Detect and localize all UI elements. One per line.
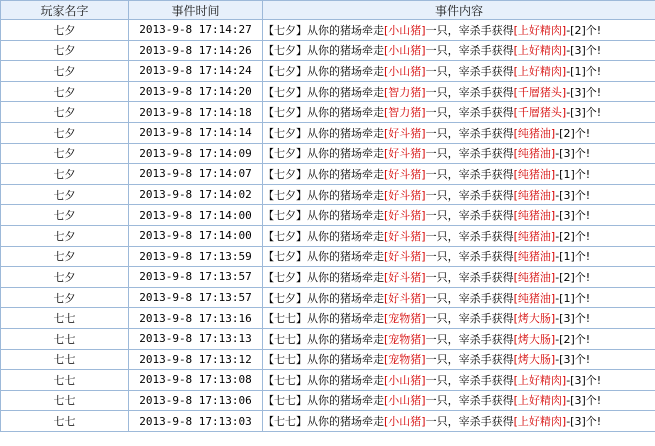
event-content-cell [263, 225, 655, 246]
pig-type: [好斗猪] [384, 188, 426, 202]
event-player-name: 七七 [274, 332, 296, 346]
event-player-name: 七夕 [274, 147, 296, 161]
event-player-name: 七七 [274, 415, 296, 429]
player-name-cell: 七夕 [1, 40, 129, 61]
name-bracket-close: 】 [296, 64, 307, 78]
event-content-cell [263, 20, 655, 41]
event-content-cell [263, 164, 655, 185]
reward-count: -[3]个! [566, 415, 602, 429]
event-time-cell: 2013-9-8 17:14:26 [129, 40, 263, 61]
name-bracket-open: 【 [263, 23, 274, 37]
event-content-cell [263, 246, 655, 267]
name-bracket-open: 【 [263, 415, 274, 429]
table-body [1, 20, 655, 432]
table-row [1, 308, 655, 329]
name-bracket-open: 【 [263, 106, 274, 120]
event-time-cell: 2013-9-8 17:13:57 [129, 287, 263, 308]
event-text: 从你的猪场牵走 [307, 415, 384, 429]
event-text: 从你的猪场牵走 [307, 126, 384, 140]
event-text: 一只，宰杀手获得 [425, 373, 514, 387]
pig-type: [宠物猪] [384, 353, 426, 367]
pig-type: [好斗猪] [384, 147, 426, 161]
event-text: 一只，宰杀手获得 [425, 147, 514, 161]
event-player-name: 七夕 [274, 64, 296, 78]
player-name-cell: 七七 [1, 411, 129, 432]
event-content-cell [263, 287, 655, 308]
reward-item: [纯猪油] [513, 291, 556, 305]
pig-type: [小山猪] [384, 394, 426, 408]
reward-count: -[3]个! [566, 44, 602, 58]
name-bracket-close: 】 [296, 167, 307, 181]
table-row [1, 390, 655, 411]
event-text: 一只，宰杀手获得 [425, 353, 514, 367]
event-player-name: 七夕 [274, 229, 296, 243]
table-row [1, 143, 655, 164]
event-player-name: 七夕 [274, 188, 296, 202]
event-text: 一只，宰杀手获得 [425, 312, 514, 326]
reward-item: [烤大肠] [513, 353, 556, 367]
event-content-cell [263, 40, 655, 61]
event-time-cell: 2013-9-8 17:14:27 [129, 20, 263, 41]
name-bracket-open: 【 [263, 291, 274, 305]
pig-type: [智力猪] [384, 106, 426, 120]
event-text: 从你的猪场牵走 [307, 188, 384, 202]
name-bracket-open: 【 [263, 229, 274, 243]
name-bracket-open: 【 [263, 332, 274, 346]
reward-count: -[3]个! [555, 188, 591, 202]
table-row [1, 122, 655, 143]
reward-count: -[3]个! [566, 373, 602, 387]
event-time-cell: 2013-9-8 17:14:24 [129, 61, 263, 82]
event-time-cell: 2013-9-8 17:13:08 [129, 370, 263, 391]
event-time-cell: 2013-9-8 17:14:00 [129, 225, 263, 246]
pig-type: [智力猪] [384, 85, 426, 99]
event-player-name: 七夕 [274, 106, 296, 120]
pig-type: [宠物猪] [384, 312, 426, 326]
name-bracket-open: 【 [263, 209, 274, 223]
reward-item: [烤大肠] [513, 332, 556, 346]
player-name-cell: 七夕 [1, 184, 129, 205]
event-text: 从你的猪场牵走 [307, 250, 384, 264]
event-time-cell: 2013-9-8 17:14:00 [129, 205, 263, 226]
event-text: 一只，宰杀手获得 [425, 270, 514, 284]
reward-item: [上好精肉] [513, 64, 567, 78]
event-time-cell: 2013-9-8 17:13:59 [129, 246, 263, 267]
event-text: 一只，宰杀手获得 [425, 126, 514, 140]
event-player-name: 七夕 [274, 270, 296, 284]
event-content-cell [263, 61, 655, 82]
event-content-cell [263, 308, 655, 329]
reward-item: [上好精肉] [513, 394, 567, 408]
event-text: 一只，宰杀手获得 [425, 209, 514, 223]
pig-type: [好斗猪] [384, 167, 426, 181]
table-row [1, 370, 655, 391]
event-content-cell [263, 102, 655, 123]
name-bracket-close: 】 [296, 188, 307, 202]
event-time-cell: 2013-9-8 17:13:12 [129, 349, 263, 370]
reward-count: -[2]个! [566, 23, 602, 37]
event-text: 一只，宰杀手获得 [425, 394, 514, 408]
player-name-cell: 七七 [1, 308, 129, 329]
event-content-cell [263, 349, 655, 370]
table-row [1, 246, 655, 267]
event-time-cell: 2013-9-8 17:14:18 [129, 102, 263, 123]
player-name-cell: 七七 [1, 328, 129, 349]
name-bracket-close: 】 [296, 332, 307, 346]
event-player-name: 七七 [274, 373, 296, 387]
event-text: 从你的猪场牵走 [307, 270, 384, 284]
table-row [1, 205, 655, 226]
event-text: 一只，宰杀手获得 [425, 167, 514, 181]
table-header [1, 1, 655, 20]
event-text: 从你的猪场牵走 [307, 373, 384, 387]
reward-count: -[3]个! [566, 106, 602, 120]
event-content-cell [263, 328, 655, 349]
table-row [1, 81, 655, 102]
event-time-cell: 2013-9-8 17:14:02 [129, 184, 263, 205]
reward-item: [上好精肉] [513, 373, 567, 387]
event-text: 从你的猪场牵走 [307, 353, 384, 367]
event-text: 从你的猪场牵走 [307, 44, 384, 58]
reward-count: -[1]个! [566, 64, 602, 78]
name-bracket-open: 【 [263, 270, 274, 284]
event-text: 一只，宰杀手获得 [425, 188, 514, 202]
event-text: 一只，宰杀手获得 [425, 415, 514, 429]
player-name-cell: 七夕 [1, 122, 129, 143]
reward-item: [烤大肠] [513, 312, 556, 326]
event-text: 从你的猪场牵走 [307, 167, 384, 181]
name-bracket-close: 】 [296, 44, 307, 58]
name-bracket-close: 】 [296, 85, 307, 99]
reward-count: -[3]个! [566, 394, 602, 408]
event-player-name: 七夕 [274, 291, 296, 305]
event-time-cell: 2013-9-8 17:14:07 [129, 164, 263, 185]
event-player-name: 七夕 [274, 250, 296, 264]
event-player-name: 七夕 [274, 44, 296, 58]
player-name-cell: 七夕 [1, 164, 129, 185]
event-text: 一只，宰杀手获得 [425, 106, 514, 120]
name-bracket-close: 】 [296, 353, 307, 367]
reward-count: -[3]个! [566, 85, 602, 99]
event-content-cell [263, 370, 655, 391]
table-row [1, 287, 655, 308]
event-text: 从你的猪场牵走 [307, 106, 384, 120]
name-bracket-close: 】 [296, 291, 307, 305]
reward-item: [纯猪油] [513, 270, 556, 284]
table-row [1, 61, 655, 82]
name-bracket-open: 【 [263, 353, 274, 367]
event-player-name: 七七 [274, 353, 296, 367]
event-text: 从你的猪场牵走 [307, 85, 384, 99]
name-bracket-open: 【 [263, 64, 274, 78]
event-time-cell: 2013-9-8 17:14:20 [129, 81, 263, 102]
player-name-cell: 七夕 [1, 102, 129, 123]
reward-item: [上好精肉] [513, 44, 567, 58]
reward-count: -[2]个! [555, 229, 591, 243]
event-player-name: 七夕 [274, 23, 296, 37]
reward-count: -[2]个! [555, 126, 591, 140]
event-text: 一只，宰杀手获得 [425, 250, 514, 264]
event-text: 从你的猪场牵走 [307, 23, 384, 37]
reward-item: [纯猪油] [513, 126, 556, 140]
table-row [1, 102, 655, 123]
reward-item: [千層猪头] [513, 106, 567, 120]
event-text: 从你的猪场牵走 [307, 394, 384, 408]
event-content-cell [263, 411, 655, 432]
table-row [1, 164, 655, 185]
player-name-cell: 七夕 [1, 81, 129, 102]
player-name-cell: 七夕 [1, 287, 129, 308]
player-name-cell: 七夕 [1, 61, 129, 82]
reward-item: [纯猪油] [513, 229, 556, 243]
name-bracket-close: 】 [296, 229, 307, 243]
player-name-cell: 七夕 [1, 205, 129, 226]
name-bracket-close: 】 [296, 209, 307, 223]
event-player-name: 七夕 [274, 167, 296, 181]
name-bracket-open: 【 [263, 147, 274, 161]
pig-type: [好斗猪] [384, 229, 426, 243]
pig-type: [好斗猪] [384, 250, 426, 264]
table-row [1, 225, 655, 246]
reward-count: -[1]个! [555, 291, 591, 305]
name-bracket-open: 【 [263, 250, 274, 264]
event-text: 一只，宰杀手获得 [425, 291, 514, 305]
reward-item: [纯猪油] [513, 167, 556, 181]
reward-count: -[3]个! [555, 147, 591, 161]
player-name-cell: 七七 [1, 349, 129, 370]
name-bracket-close: 】 [296, 250, 307, 264]
name-bracket-open: 【 [263, 312, 274, 326]
event-player-name: 七七 [274, 394, 296, 408]
reward-count: -[2]个! [555, 270, 591, 284]
event-text: 一只，宰杀手获得 [425, 332, 514, 346]
column-header-player: 玩家名字 [1, 1, 129, 20]
pig-type: [好斗猪] [384, 270, 426, 284]
reward-item: [纯猪油] [513, 250, 556, 264]
name-bracket-close: 】 [296, 394, 307, 408]
reward-item: [千層猪头] [513, 85, 567, 99]
player-name-cell: 七夕 [1, 20, 129, 41]
reward-item: [上好精肉] [513, 23, 567, 37]
reward-count: -[3]个! [555, 353, 591, 367]
name-bracket-close: 】 [296, 147, 307, 161]
table-row [1, 20, 655, 41]
pig-type: [小山猪] [384, 44, 426, 58]
event-player-name: 七七 [274, 312, 296, 326]
pig-type: [宠物猪] [384, 332, 426, 346]
table-row [1, 411, 655, 432]
event-text: 一只，宰杀手获得 [425, 64, 514, 78]
name-bracket-close: 】 [296, 270, 307, 284]
event-content-cell [263, 267, 655, 288]
event-text: 从你的猪场牵走 [307, 64, 384, 78]
name-bracket-open: 【 [263, 167, 274, 181]
reward-item: [纯猪油] [513, 147, 556, 161]
reward-count: -[3]个! [555, 209, 591, 223]
name-bracket-close: 】 [296, 126, 307, 140]
reward-item: [上好精肉] [513, 415, 567, 429]
event-player-name: 七夕 [274, 85, 296, 99]
reward-count: -[3]个! [555, 312, 591, 326]
event-text: 一只，宰杀手获得 [425, 23, 514, 37]
column-header-time: 事件时间 [129, 1, 263, 20]
event-time-cell: 2013-9-8 17:13:03 [129, 411, 263, 432]
event-text: 一只，宰杀手获得 [425, 229, 514, 243]
player-name-cell: 七夕 [1, 267, 129, 288]
event-text: 一只，宰杀手获得 [425, 44, 514, 58]
name-bracket-open: 【 [263, 126, 274, 140]
pig-type: [好斗猪] [384, 291, 426, 305]
reward-count: -[1]个! [555, 167, 591, 181]
event-text: 从你的猪场牵走 [307, 147, 384, 161]
name-bracket-open: 【 [263, 85, 274, 99]
player-name-cell: 七七 [1, 370, 129, 391]
pig-type: [小山猪] [384, 23, 426, 37]
reward-item: [纯猪油] [513, 188, 556, 202]
event-content-cell [263, 390, 655, 411]
event-text: 从你的猪场牵走 [307, 229, 384, 243]
table-row [1, 40, 655, 61]
reward-count: -[1]个! [555, 250, 591, 264]
pig-type: [小山猪] [384, 373, 426, 387]
reward-count: -[2]个! [555, 332, 591, 346]
name-bracket-open: 【 [263, 373, 274, 387]
pig-type: [好斗猪] [384, 126, 426, 140]
event-time-cell: 2013-9-8 17:14:14 [129, 122, 263, 143]
event-content-cell [263, 81, 655, 102]
event-text: 从你的猪场牵走 [307, 209, 384, 223]
event-content-cell [263, 122, 655, 143]
event-time-cell: 2013-9-8 17:13:06 [129, 390, 263, 411]
player-name-cell: 七夕 [1, 225, 129, 246]
event-text: 从你的猪场牵走 [307, 312, 384, 326]
event-content-cell [263, 184, 655, 205]
event-content-cell [263, 143, 655, 164]
event-time-cell: 2013-9-8 17:13:13 [129, 328, 263, 349]
table-row [1, 184, 655, 205]
event-time-cell: 2013-9-8 17:13:57 [129, 267, 263, 288]
pig-type: [小山猪] [384, 64, 426, 78]
name-bracket-close: 】 [296, 373, 307, 387]
pig-type: [小山猪] [384, 415, 426, 429]
event-text: 一只，宰杀手获得 [425, 85, 514, 99]
player-name-cell: 七七 [1, 390, 129, 411]
table-row [1, 267, 655, 288]
player-name-cell: 七夕 [1, 246, 129, 267]
player-name-cell: 七夕 [1, 143, 129, 164]
event-player-name: 七夕 [274, 209, 296, 223]
event-player-name: 七夕 [274, 126, 296, 140]
table-row [1, 349, 655, 370]
name-bracket-close: 】 [296, 415, 307, 429]
table-row [1, 328, 655, 349]
name-bracket-open: 【 [263, 394, 274, 408]
pig-type: [好斗猪] [384, 209, 426, 223]
column-header-content: 事件内容 [263, 1, 655, 20]
reward-item: [纯猪油] [513, 209, 556, 223]
name-bracket-close: 】 [296, 312, 307, 326]
event-text: 从你的猪场牵走 [307, 291, 384, 305]
name-bracket-open: 【 [263, 44, 274, 58]
event-content-cell [263, 205, 655, 226]
event-time-cell: 2013-9-8 17:13:16 [129, 308, 263, 329]
event-time-cell: 2013-9-8 17:14:09 [129, 143, 263, 164]
name-bracket-close: 】 [296, 23, 307, 37]
header-row [1, 1, 655, 20]
event-text: 从你的猪场牵走 [307, 332, 384, 346]
name-bracket-open: 【 [263, 188, 274, 202]
name-bracket-close: 】 [296, 106, 307, 120]
